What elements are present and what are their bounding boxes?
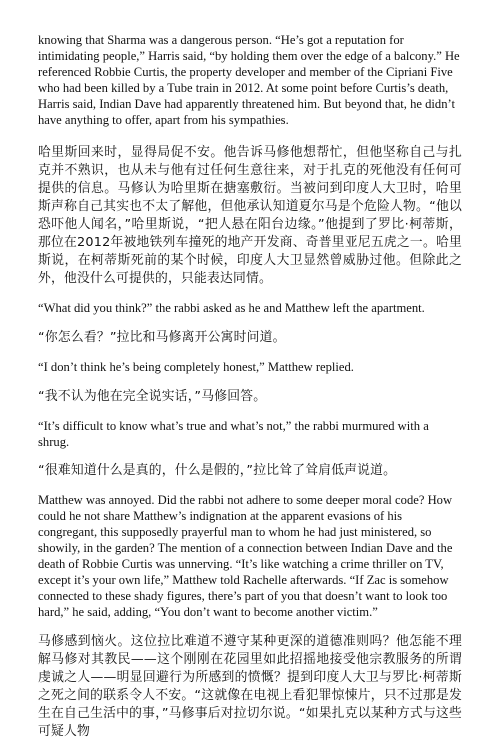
paragraph-chinese: “很难知道什么是真的，什么是假的，”拉比耸了耸肩低声说道。 <box>38 463 397 478</box>
paragraph-english: “What did you think?” the rabbi asked as he and Matthew left the apartment. <box>38 301 425 315</box>
paragraph-english: “It’s difficult to know what’s true and what’s not,” the rabbi murmured with a shrug. <box>38 419 429 449</box>
paragraph-english: “I don’t think he’s being completely honest,” Matthew replied. <box>38 360 354 374</box>
paragraph-chinese: “你怎么看？”拉比和马修离开公寓时问道。 <box>38 330 286 345</box>
paragraph-english: knowing that Sharma was a dangerous person. “He’s got a reputation for intimidating people,” Harris said, “by holding them over the edge of a balcony.” He referenced Robbie Curtis, the property developer and member of the Cipriani Five who had been killed by a Tube train in 2012. At some point before Curtis’s death, Harris said, Indian Dave had apparently threatened him. But beyond that, he didn’t have anything to offer, apart from his sympathies. <box>38 33 460 127</box>
paragraph-chinese: “我不认为他在完全说实话，”马修回答。 <box>38 389 267 404</box>
paragraph-english: Matthew was annoyed. Did the rabbi not adhere to some deeper moral code? How could he not share Matthew’s indignation at the apparent evasions of his congregant, this supposedly prayerful man to whom he had just ministered, so showily, in the garden? The mention of a connection between Indian Dave and the death of Robbie Curtis was unnerving. “It’s like watching a crime thriller on TV, except it’s your own life,” Matthew told Rachelle afterwards. “If Zac is somehow connected to these shady figures, there’s part of you that doesn’t want to look too hard,” he said, adding, “You don’t want to become another victim.” <box>38 493 453 619</box>
paragraph-chinese: 哈里斯回来时，显得局促不安。他告诉马修他想帮忙，但他坚称自己与扎克并不熟识，也从未与他有过任何生意往来，对于扎克的死他没有任何可提供的信息。马修认为哈里斯在搪塞敷衍。当被问到印度人大卫时，哈里斯声称自己其实也不太了解他，但他承认知道夏尔马是个危险人物。“他以恐吓他人闻名，”哈里斯说，“把人悬在阳台边缘。”他提到了罗比·柯蒂斯，那位在2012年被地铁列车撞死的地产开发商、奇普里亚尼五虎之一。哈里斯说，在柯蒂斯死前的某个时候，印度人大卫显然曾威胁过他。但除此之外，他没什么可提供的，只能表达同情。 <box>38 145 462 286</box>
paragraph-chinese: 马修感到恼火。这位拉比难道不遵守某种更深的道德准则吗？他怎能不理解马修对其教民——这个刚刚在花园里如此招摇地接受他宗教服务的所谓虔诚之人——明显回避行为所感到的愤慨？提到印度人大卫与罗比·柯蒂斯之死之间的联系令人不安。“这就像在电视上看犯罪惊悚片，只不过那是发生在自己生活中的事，”马修事后对拉切尔说。“如果扎克以某种方式与这些可疑人物 <box>38 634 462 739</box>
